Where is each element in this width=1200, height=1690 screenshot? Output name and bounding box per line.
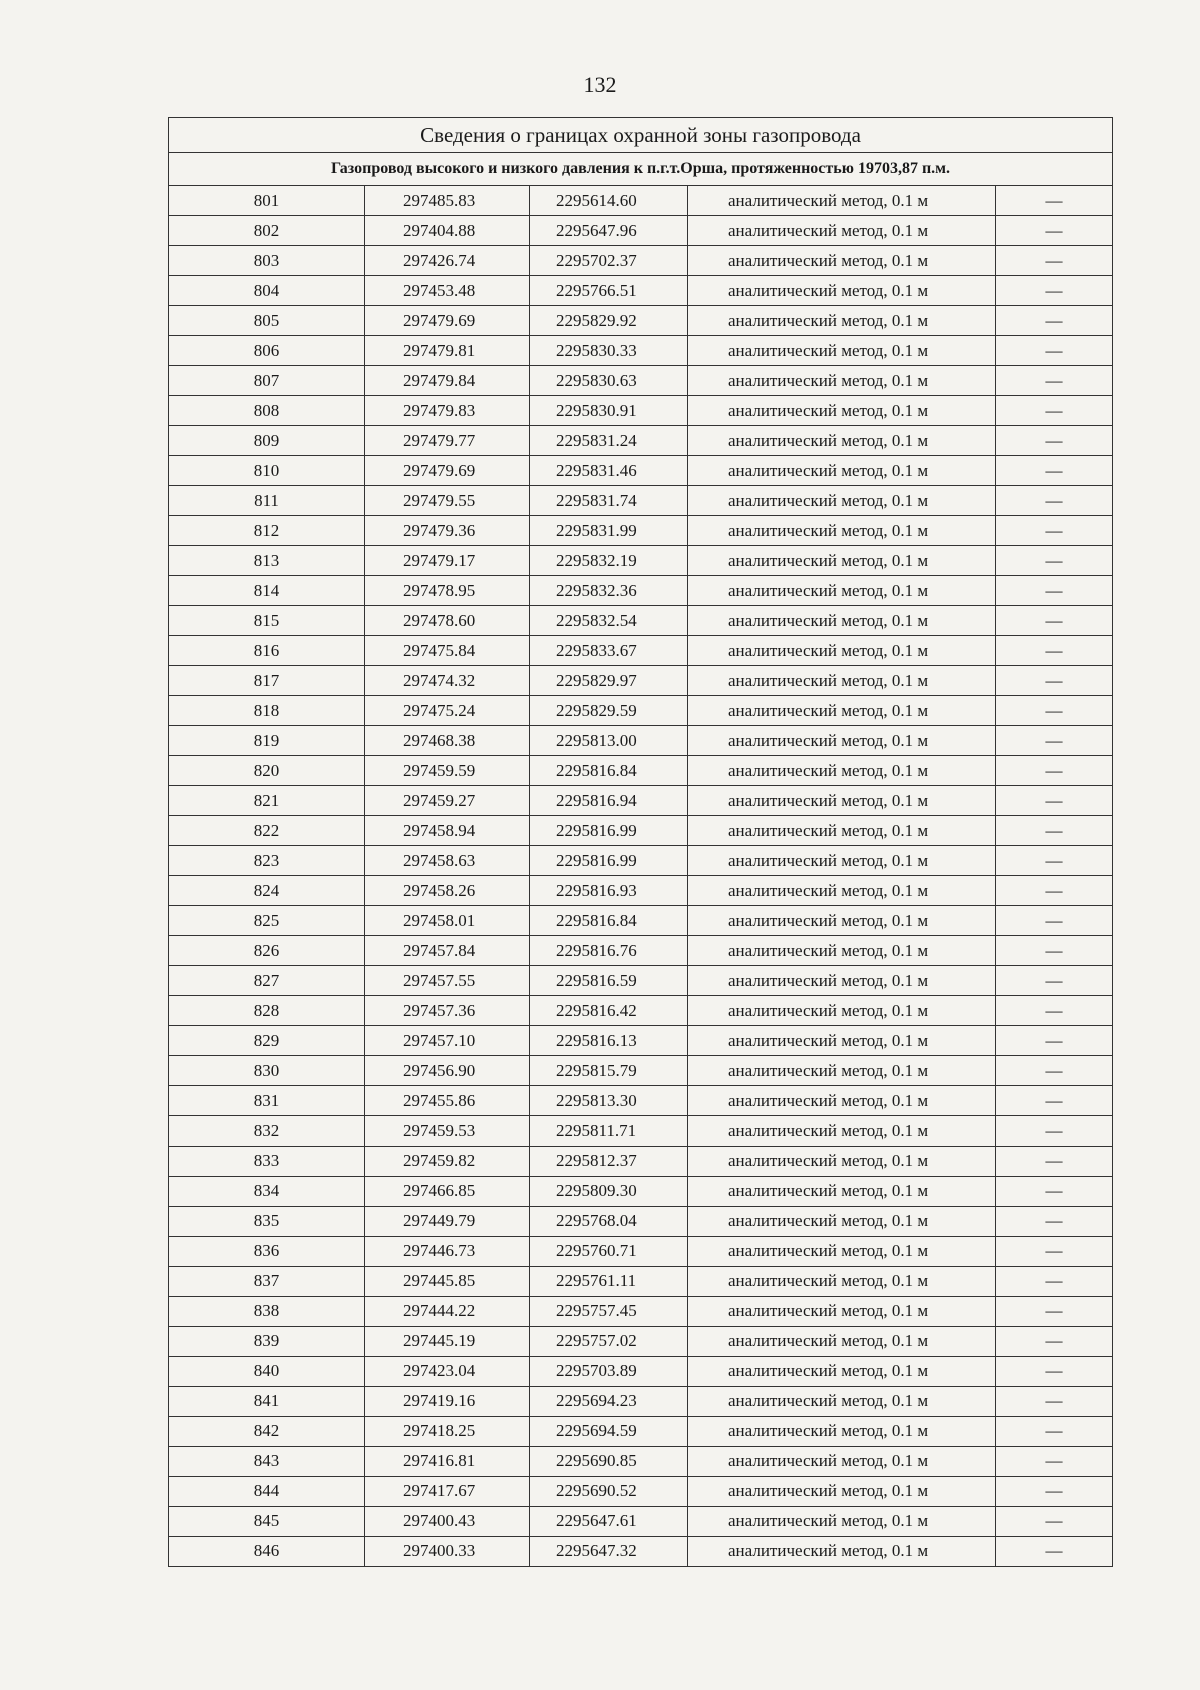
x-coordinate-cell: 297466.85 xyxy=(365,1176,530,1206)
x-coordinate-cell: 297479.69 xyxy=(365,456,530,486)
table-row xyxy=(169,786,1113,816)
point-number-cell: 820 xyxy=(169,756,365,786)
table-row xyxy=(169,276,1113,306)
x-coordinate-cell: 297446.73 xyxy=(365,1236,530,1266)
method-cell: аналитический метод, 0.1 м xyxy=(688,276,996,306)
method-cell: аналитический метод, 0.1 м xyxy=(688,1026,996,1056)
point-number-cell: 804 xyxy=(169,276,365,306)
y-coordinate-cell: 2295831.46 xyxy=(530,456,688,486)
method-cell: аналитический метод, 0.1 м xyxy=(688,366,996,396)
method-cell: аналитический метод, 0.1 м xyxy=(688,426,996,456)
note-cell: — xyxy=(996,1296,1113,1326)
table-row xyxy=(169,426,1113,456)
method-cell: аналитический метод, 0.1 м xyxy=(688,606,996,636)
table-row xyxy=(169,876,1113,906)
table-row xyxy=(169,1356,1113,1386)
note-cell: — xyxy=(996,1266,1113,1296)
y-coordinate-cell: 2295614.60 xyxy=(530,186,688,216)
method-cell: аналитический метод, 0.1 м xyxy=(688,1296,996,1326)
page-number: 132 xyxy=(583,72,617,97)
point-number-cell: 809 xyxy=(169,426,365,456)
x-coordinate-cell: 297459.27 xyxy=(365,786,530,816)
x-coordinate-cell: 297479.84 xyxy=(365,366,530,396)
note-cell: — xyxy=(996,1356,1113,1386)
note-cell: — xyxy=(996,606,1113,636)
x-coordinate-cell: 297479.81 xyxy=(365,336,530,366)
method-cell: аналитический метод, 0.1 м xyxy=(688,786,996,816)
note-cell: — xyxy=(996,1326,1113,1356)
note-cell: — xyxy=(996,1056,1113,1086)
method-cell: аналитический метод, 0.1 м xyxy=(688,1326,996,1356)
note-cell: — xyxy=(996,966,1113,996)
note-cell: — xyxy=(996,426,1113,456)
point-number-cell: 823 xyxy=(169,846,365,876)
x-coordinate-cell: 297479.55 xyxy=(365,486,530,516)
boundary-table xyxy=(168,117,1113,1567)
method-cell: аналитический метод, 0.1 м xyxy=(688,456,996,486)
x-coordinate-cell: 297449.79 xyxy=(365,1206,530,1236)
x-coordinate-cell: 297458.26 xyxy=(365,876,530,906)
note-cell: — xyxy=(996,936,1113,966)
x-coordinate-cell: 297445.19 xyxy=(365,1326,530,1356)
x-coordinate-cell: 297445.85 xyxy=(365,1266,530,1296)
note-cell: — xyxy=(996,516,1113,546)
table-row xyxy=(169,1056,1113,1086)
x-coordinate-cell: 297418.25 xyxy=(365,1416,530,1446)
table-row xyxy=(169,936,1113,966)
point-number-cell: 825 xyxy=(169,906,365,936)
table-row xyxy=(169,336,1113,366)
table-row xyxy=(169,906,1113,936)
x-coordinate-cell: 297417.67 xyxy=(365,1476,530,1506)
y-coordinate-cell: 2295816.93 xyxy=(530,876,688,906)
method-cell: аналитический метод, 0.1 м xyxy=(688,576,996,606)
y-coordinate-cell: 2295816.99 xyxy=(530,816,688,846)
point-number-cell: 806 xyxy=(169,336,365,366)
y-coordinate-cell: 2295766.51 xyxy=(530,276,688,306)
method-cell: аналитический метод, 0.1 м xyxy=(688,966,996,996)
note-cell: — xyxy=(996,336,1113,366)
y-coordinate-cell: 2295813.30 xyxy=(530,1086,688,1116)
method-cell: аналитический метод, 0.1 м xyxy=(688,546,996,576)
table-row xyxy=(169,966,1113,996)
table-row xyxy=(169,696,1113,726)
note-cell: — xyxy=(996,246,1113,276)
y-coordinate-cell: 2295816.94 xyxy=(530,786,688,816)
y-coordinate-cell: 2295816.84 xyxy=(530,756,688,786)
x-coordinate-cell: 297459.53 xyxy=(365,1116,530,1146)
note-cell: — xyxy=(996,546,1113,576)
note-cell: — xyxy=(996,396,1113,426)
point-number-cell: 817 xyxy=(169,666,365,696)
x-coordinate-cell: 297478.95 xyxy=(365,576,530,606)
table-row xyxy=(169,846,1113,876)
table-row xyxy=(169,1446,1113,1476)
table-row xyxy=(169,1476,1113,1506)
method-cell: аналитический метод, 0.1 м xyxy=(688,186,996,216)
y-coordinate-cell: 2295694.23 xyxy=(530,1386,688,1416)
note-cell: — xyxy=(996,1446,1113,1476)
point-number-cell: 812 xyxy=(169,516,365,546)
method-cell: аналитический метод, 0.1 м xyxy=(688,696,996,726)
y-coordinate-cell: 2295812.37 xyxy=(530,1146,688,1176)
method-cell: аналитический метод, 0.1 м xyxy=(688,636,996,666)
y-coordinate-cell: 2295816.84 xyxy=(530,906,688,936)
point-number-cell: 811 xyxy=(169,486,365,516)
x-coordinate-cell: 297416.81 xyxy=(365,1446,530,1476)
method-cell: аналитический метод, 0.1 м xyxy=(688,1236,996,1266)
y-coordinate-cell: 2295832.36 xyxy=(530,576,688,606)
y-coordinate-cell: 2295832.54 xyxy=(530,606,688,636)
note-cell: — xyxy=(996,1146,1113,1176)
method-cell: аналитический метод, 0.1 м xyxy=(688,1056,996,1086)
note-cell: — xyxy=(996,186,1113,216)
x-coordinate-cell: 297404.88 xyxy=(365,216,530,246)
y-coordinate-cell: 2295813.00 xyxy=(530,726,688,756)
method-cell: аналитический метод, 0.1 м xyxy=(688,816,996,846)
table-row xyxy=(169,216,1113,246)
table-row xyxy=(169,1026,1113,1056)
method-cell: аналитический метод, 0.1 м xyxy=(688,1386,996,1416)
table-row xyxy=(169,1536,1113,1566)
note-cell: — xyxy=(996,216,1113,246)
x-coordinate-cell: 297459.59 xyxy=(365,756,530,786)
x-coordinate-cell: 297468.38 xyxy=(365,726,530,756)
table-row xyxy=(169,1386,1113,1416)
x-coordinate-cell: 297400.43 xyxy=(365,1506,530,1536)
x-coordinate-cell: 297457.36 xyxy=(365,996,530,1026)
y-coordinate-cell: 2295830.63 xyxy=(530,366,688,396)
y-coordinate-cell: 2295829.59 xyxy=(530,696,688,726)
point-number-cell: 832 xyxy=(169,1116,365,1146)
method-cell: аналитический метод, 0.1 м xyxy=(688,876,996,906)
table-row xyxy=(169,396,1113,426)
point-number-cell: 818 xyxy=(169,696,365,726)
method-cell: аналитический метод, 0.1 м xyxy=(688,1536,996,1566)
point-number-cell: 837 xyxy=(169,1266,365,1296)
note-cell: — xyxy=(996,996,1113,1026)
method-cell: аналитический метод, 0.1 м xyxy=(688,396,996,426)
y-coordinate-cell: 2295702.37 xyxy=(530,246,688,276)
point-number-cell: 833 xyxy=(169,1146,365,1176)
y-coordinate-cell: 2295761.11 xyxy=(530,1266,688,1296)
method-cell: аналитический метод, 0.1 м xyxy=(688,1116,996,1146)
y-coordinate-cell: 2295647.32 xyxy=(530,1536,688,1566)
note-cell: — xyxy=(996,1116,1113,1146)
y-coordinate-cell: 2295647.96 xyxy=(530,216,688,246)
table-row xyxy=(169,1206,1113,1236)
note-cell: — xyxy=(996,276,1113,306)
note-cell: — xyxy=(996,1236,1113,1266)
table-row xyxy=(169,366,1113,396)
note-cell: — xyxy=(996,456,1113,486)
note-cell: — xyxy=(996,816,1113,846)
x-coordinate-cell: 297458.01 xyxy=(365,906,530,936)
x-coordinate-cell: 297459.82 xyxy=(365,1146,530,1176)
y-coordinate-cell: 2295829.97 xyxy=(530,666,688,696)
point-number-cell: 844 xyxy=(169,1476,365,1506)
table-row xyxy=(169,636,1113,666)
y-coordinate-cell: 2295816.99 xyxy=(530,846,688,876)
method-cell: аналитический метод, 0.1 м xyxy=(688,1356,996,1386)
point-number-cell: 828 xyxy=(169,996,365,1026)
x-coordinate-cell: 297426.74 xyxy=(365,246,530,276)
note-cell: — xyxy=(996,1176,1113,1206)
y-coordinate-cell: 2295816.76 xyxy=(530,936,688,966)
method-cell: аналитический метод, 0.1 м xyxy=(688,756,996,786)
note-cell: — xyxy=(996,486,1113,516)
method-cell: аналитический метод, 0.1 м xyxy=(688,1176,996,1206)
y-coordinate-cell: 2295832.19 xyxy=(530,546,688,576)
x-coordinate-cell: 297423.04 xyxy=(365,1356,530,1386)
x-coordinate-cell: 297458.63 xyxy=(365,846,530,876)
table-body xyxy=(169,186,1113,1567)
point-number-cell: 840 xyxy=(169,1356,365,1386)
x-coordinate-cell: 297475.84 xyxy=(365,636,530,666)
table-row xyxy=(169,1116,1113,1146)
method-cell: аналитический метод, 0.1 м xyxy=(688,306,996,336)
table-row xyxy=(169,516,1113,546)
table-row xyxy=(169,1086,1113,1116)
point-number-cell: 839 xyxy=(169,1326,365,1356)
note-cell: — xyxy=(996,696,1113,726)
method-cell: аналитический метод, 0.1 м xyxy=(688,486,996,516)
x-coordinate-cell: 297485.83 xyxy=(365,186,530,216)
y-coordinate-cell: 2295809.30 xyxy=(530,1176,688,1206)
x-coordinate-cell: 297453.48 xyxy=(365,276,530,306)
y-coordinate-cell: 2295768.04 xyxy=(530,1206,688,1236)
note-cell: — xyxy=(996,1206,1113,1236)
point-number-cell: 805 xyxy=(169,306,365,336)
y-coordinate-cell: 2295690.52 xyxy=(530,1476,688,1506)
point-number-cell: 816 xyxy=(169,636,365,666)
y-coordinate-cell: 2295815.79 xyxy=(530,1056,688,1086)
y-coordinate-cell: 2295690.85 xyxy=(530,1446,688,1476)
x-coordinate-cell: 297478.60 xyxy=(365,606,530,636)
note-cell: — xyxy=(996,666,1113,696)
x-coordinate-cell: 297479.36 xyxy=(365,516,530,546)
y-coordinate-cell: 2295811.71 xyxy=(530,1116,688,1146)
point-number-cell: 843 xyxy=(169,1446,365,1476)
y-coordinate-cell: 2295830.91 xyxy=(530,396,688,426)
table-row xyxy=(169,756,1113,786)
point-number-cell: 814 xyxy=(169,576,365,606)
method-cell: аналитический метод, 0.1 м xyxy=(688,1206,996,1236)
method-cell: аналитический метод, 0.1 м xyxy=(688,1476,996,1506)
x-coordinate-cell: 297400.33 xyxy=(365,1536,530,1566)
table-row xyxy=(169,726,1113,756)
note-cell: — xyxy=(996,1506,1113,1536)
note-cell: — xyxy=(996,306,1113,336)
x-coordinate-cell: 297457.55 xyxy=(365,966,530,996)
point-number-cell: 846 xyxy=(169,1536,365,1566)
table-row xyxy=(169,816,1113,846)
x-coordinate-cell: 297456.90 xyxy=(365,1056,530,1086)
table-row xyxy=(169,1266,1113,1296)
point-number-cell: 827 xyxy=(169,966,365,996)
table-row xyxy=(169,486,1113,516)
x-coordinate-cell: 297457.84 xyxy=(365,936,530,966)
method-cell: аналитический метод, 0.1 м xyxy=(688,1146,996,1176)
x-coordinate-cell: 297458.94 xyxy=(365,816,530,846)
note-cell: — xyxy=(996,636,1113,666)
point-number-cell: 845 xyxy=(169,1506,365,1536)
point-number-cell: 801 xyxy=(169,186,365,216)
note-cell: — xyxy=(996,1026,1113,1056)
point-number-cell: 803 xyxy=(169,246,365,276)
point-number-cell: 841 xyxy=(169,1386,365,1416)
point-number-cell: 826 xyxy=(169,936,365,966)
y-coordinate-cell: 2295830.33 xyxy=(530,336,688,366)
x-coordinate-cell: 297475.24 xyxy=(365,696,530,726)
method-cell: аналитический метод, 0.1 м xyxy=(688,906,996,936)
method-cell: аналитический метод, 0.1 м xyxy=(688,1086,996,1116)
y-coordinate-cell: 2295816.42 xyxy=(530,996,688,1026)
point-number-cell: 808 xyxy=(169,396,365,426)
note-cell: — xyxy=(996,786,1113,816)
table-subtitle: Газопровод высокого и низкого давления к п.г.т.Орша, протяженностью 19703,87 п.м. xyxy=(169,153,1113,186)
point-number-cell: 836 xyxy=(169,1236,365,1266)
note-cell: — xyxy=(996,576,1113,606)
note-cell: — xyxy=(996,1086,1113,1116)
table-row xyxy=(169,456,1113,486)
method-cell: аналитический метод, 0.1 м xyxy=(688,516,996,546)
table-row xyxy=(169,576,1113,606)
note-cell: — xyxy=(996,1416,1113,1446)
table-row xyxy=(169,306,1113,336)
table-row xyxy=(169,666,1113,696)
x-coordinate-cell: 297479.69 xyxy=(365,306,530,336)
x-coordinate-cell: 297479.83 xyxy=(365,396,530,426)
y-coordinate-cell: 2295816.59 xyxy=(530,966,688,996)
point-number-cell: 822 xyxy=(169,816,365,846)
y-coordinate-cell: 2295703.89 xyxy=(530,1356,688,1386)
y-coordinate-cell: 2295760.71 xyxy=(530,1236,688,1266)
point-number-cell: 810 xyxy=(169,456,365,486)
table-row xyxy=(169,546,1113,576)
x-coordinate-cell: 297455.86 xyxy=(365,1086,530,1116)
point-number-cell: 819 xyxy=(169,726,365,756)
table-title: Сведения о границах охранной зоны газопровода xyxy=(169,118,1113,153)
y-coordinate-cell: 2295757.45 xyxy=(530,1296,688,1326)
x-coordinate-cell: 297457.10 xyxy=(365,1026,530,1056)
table-row xyxy=(169,996,1113,1026)
table-row xyxy=(169,1416,1113,1446)
point-number-cell: 830 xyxy=(169,1056,365,1086)
table-row xyxy=(169,1146,1113,1176)
point-number-cell: 821 xyxy=(169,786,365,816)
y-coordinate-cell: 2295757.02 xyxy=(530,1326,688,1356)
point-number-cell: 813 xyxy=(169,546,365,576)
point-number-cell: 824 xyxy=(169,876,365,906)
x-coordinate-cell: 297479.77 xyxy=(365,426,530,456)
method-cell: аналитический метод, 0.1 м xyxy=(688,846,996,876)
method-cell: аналитический метод, 0.1 м xyxy=(688,726,996,756)
y-coordinate-cell: 2295816.13 xyxy=(530,1026,688,1056)
method-cell: аналитический метод, 0.1 м xyxy=(688,1506,996,1536)
y-coordinate-cell: 2295831.74 xyxy=(530,486,688,516)
point-number-cell: 831 xyxy=(169,1086,365,1116)
method-cell: аналитический метод, 0.1 м xyxy=(688,1446,996,1476)
method-cell: аналитический метод, 0.1 м xyxy=(688,1266,996,1296)
point-number-cell: 807 xyxy=(169,366,365,396)
note-cell: — xyxy=(996,1476,1113,1506)
x-coordinate-cell: 297474.32 xyxy=(365,666,530,696)
note-cell: — xyxy=(996,876,1113,906)
point-number-cell: 838 xyxy=(169,1296,365,1326)
note-cell: — xyxy=(996,1536,1113,1566)
point-number-cell: 829 xyxy=(169,1026,365,1056)
note-cell: — xyxy=(996,1386,1113,1416)
table-row xyxy=(169,1506,1113,1536)
note-cell: — xyxy=(996,726,1113,756)
method-cell: аналитический метод, 0.1 м xyxy=(688,246,996,276)
note-cell: — xyxy=(996,756,1113,786)
table-row xyxy=(169,1176,1113,1206)
table-row xyxy=(169,246,1113,276)
point-number-cell: 842 xyxy=(169,1416,365,1446)
table-row xyxy=(169,1296,1113,1326)
point-number-cell: 802 xyxy=(169,216,365,246)
x-coordinate-cell: 297444.22 xyxy=(365,1296,530,1326)
method-cell: аналитический метод, 0.1 м xyxy=(688,336,996,366)
point-number-cell: 834 xyxy=(169,1176,365,1206)
method-cell: аналитический метод, 0.1 м xyxy=(688,996,996,1026)
table-row xyxy=(169,1236,1113,1266)
y-coordinate-cell: 2295829.92 xyxy=(530,306,688,336)
note-cell: — xyxy=(996,846,1113,876)
y-coordinate-cell: 2295833.67 xyxy=(530,636,688,666)
method-cell: аналитический метод, 0.1 м xyxy=(688,1416,996,1446)
point-number-cell: 835 xyxy=(169,1206,365,1236)
table-row xyxy=(169,186,1113,216)
x-coordinate-cell: 297419.16 xyxy=(365,1386,530,1416)
point-number-cell: 815 xyxy=(169,606,365,636)
y-coordinate-cell: 2295694.59 xyxy=(530,1416,688,1446)
table-row xyxy=(169,606,1113,636)
y-coordinate-cell: 2295831.24 xyxy=(530,426,688,456)
note-cell: — xyxy=(996,906,1113,936)
table-row xyxy=(169,1326,1113,1356)
y-coordinate-cell: 2295831.99 xyxy=(530,516,688,546)
x-coordinate-cell: 297479.17 xyxy=(365,546,530,576)
y-coordinate-cell: 2295647.61 xyxy=(530,1506,688,1536)
method-cell: аналитический метод, 0.1 м xyxy=(688,216,996,246)
method-cell: аналитический метод, 0.1 м xyxy=(688,666,996,696)
note-cell: — xyxy=(996,366,1113,396)
method-cell: аналитический метод, 0.1 м xyxy=(688,936,996,966)
